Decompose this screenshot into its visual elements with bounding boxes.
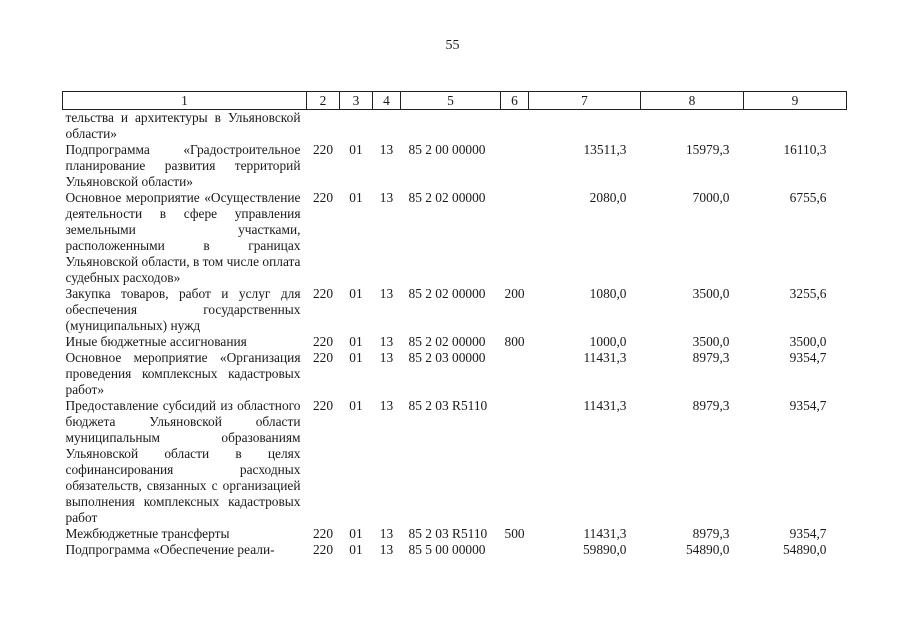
cell-code xyxy=(307,110,340,143)
cell-expense-type xyxy=(501,142,529,190)
cell-section: 01 xyxy=(349,190,363,205)
cell-code: 220 xyxy=(312,142,334,157)
cell-code: 220 xyxy=(312,190,334,205)
table-row xyxy=(63,190,847,286)
column-header: 8 xyxy=(641,92,744,110)
cell-amount-9: 3255,6 xyxy=(789,286,827,301)
cell-section: 01 xyxy=(349,526,363,541)
cell-amount-8: 3500,0 xyxy=(692,334,730,349)
row-name: Межбюджетные трансферты xyxy=(65,526,230,541)
cell-amount-7: 1080,0 xyxy=(589,286,627,301)
cell-expense-type xyxy=(501,350,529,398)
cell-expense-type xyxy=(501,110,529,143)
table-row xyxy=(63,334,847,350)
row-name: Предоставление субсидий из областного бюджета Ульяновской области муниципальным образованиям Ульяновской области в целях софинансирования расходных обязательств, связанных с организацией выполнения комплексных кадастровых работ xyxy=(65,398,301,525)
cell-subsection: 13 xyxy=(379,334,394,349)
column-header: 5 xyxy=(401,92,501,110)
cell-subsection: 13 xyxy=(379,542,394,557)
row-name: тельства и архитектуры в Ульяновской области» xyxy=(65,110,301,141)
cell-amount-7: 11431,3 xyxy=(583,350,627,365)
cell-subsection: 13 xyxy=(379,350,394,365)
cell-code: 220 xyxy=(312,334,334,349)
cell-target-article: 85 2 03 R5110 xyxy=(408,526,488,541)
cell-amount-8: 3500,0 xyxy=(692,286,730,301)
cell-section xyxy=(340,110,373,143)
column-header: 9 xyxy=(744,92,847,110)
table-row xyxy=(63,542,847,558)
column-header: 3 xyxy=(340,92,373,110)
cell-amount-9: 6755,6 xyxy=(789,190,827,205)
table-row xyxy=(63,110,847,143)
cell-amount-7 xyxy=(529,110,641,143)
cell-subsection: 13 xyxy=(379,398,394,413)
cell-section: 01 xyxy=(349,334,363,349)
cell-amount-8: 8979,3 xyxy=(692,398,730,413)
column-header: 2 xyxy=(307,92,340,110)
cell-target-article: 85 2 03 00000 xyxy=(408,350,486,365)
column-header: 7 xyxy=(529,92,641,110)
column-header: 4 xyxy=(373,92,401,110)
cell-target-article: 85 2 03 R5110 xyxy=(408,398,488,413)
cell-section: 01 xyxy=(349,350,363,365)
cell-amount-9: 54890,0 xyxy=(782,542,827,557)
row-name: Подпрограмма «Градостроительное планирование развития территорий Ульяновской области» xyxy=(65,142,301,189)
cell-section: 01 xyxy=(349,142,363,157)
cell-expense-type xyxy=(501,542,529,558)
cell-target-article: 85 5 00 00000 xyxy=(408,542,486,557)
column-header: 1 xyxy=(63,92,307,110)
table-row xyxy=(63,398,847,526)
cell-amount-8: 8979,3 xyxy=(692,350,730,365)
cell-amount-8: 8979,3 xyxy=(692,526,730,541)
table-row xyxy=(63,526,847,542)
cell-amount-7: 2080,0 xyxy=(589,190,627,205)
cell-subsection: 13 xyxy=(379,190,394,205)
cell-expense-type: 200 xyxy=(504,286,525,301)
cell-target-article: 85 2 02 00000 xyxy=(408,334,486,349)
cell-amount-8: 54890,0 xyxy=(685,542,730,557)
row-name: Подпрограмма «Обеспечение реали- xyxy=(65,542,275,557)
cell-amount-9: 9354,7 xyxy=(789,398,827,413)
cell-code: 220 xyxy=(312,350,334,365)
page-number: 55 xyxy=(445,38,460,53)
table-row xyxy=(63,286,847,334)
cell-expense-type xyxy=(501,398,529,526)
cell-amount-9: 9354,7 xyxy=(789,350,827,365)
cell-section: 01 xyxy=(349,286,363,301)
cell-code: 220 xyxy=(312,286,334,301)
cell-expense-type xyxy=(501,190,529,286)
cell-amount-7: 59890,0 xyxy=(582,542,627,557)
cell-section: 01 xyxy=(349,542,363,557)
cell-amount-7: 11431,3 xyxy=(583,398,627,413)
cell-subsection: 13 xyxy=(379,526,394,541)
cell-expense-type: 800 xyxy=(504,334,525,349)
cell-expense-type: 500 xyxy=(504,526,525,541)
table-header-row xyxy=(63,92,847,110)
cell-amount-7: 1000,0 xyxy=(589,334,627,349)
row-name: Закупка товаров, работ и услуг для обеспечения государственных (муниципальных) нужд xyxy=(65,286,301,333)
cell-amount-8: 7000,0 xyxy=(692,190,730,205)
cell-subsection: 13 xyxy=(379,286,394,301)
table-row xyxy=(63,350,847,398)
cell-amount-8 xyxy=(641,110,744,143)
cell-target-article: 85 2 00 00000 xyxy=(408,142,486,157)
row-name: Основное мероприятие «Организация проведения комплексных кадастровых работ» xyxy=(65,350,301,397)
cell-amount-8: 15979,3 xyxy=(685,142,730,157)
cell-code: 220 xyxy=(312,398,334,413)
cell-amount-9: 16110,3 xyxy=(783,142,827,157)
cell-target-article xyxy=(401,110,501,143)
cell-target-article: 85 2 02 00000 xyxy=(408,286,486,301)
cell-amount-7: 11431,3 xyxy=(583,526,627,541)
cell-subsection: 13 xyxy=(379,142,394,157)
cell-code: 220 xyxy=(312,526,334,541)
row-name: Иные бюджетные ассигнования xyxy=(65,334,247,349)
cell-code: 220 xyxy=(312,542,334,557)
cell-amount-7: 13511,3 xyxy=(583,142,627,157)
table-row xyxy=(63,142,847,190)
cell-target-article: 85 2 02 00000 xyxy=(408,190,486,205)
row-name: Основное мероприятие «Осуществление деятельности в сфере управления земельными участками, расположенными в границах Ульяновской области, в том числе оплата судебных расходов» xyxy=(65,190,301,285)
cell-amount-9: 9354,7 xyxy=(789,526,827,541)
budget-table xyxy=(62,91,847,558)
cell-amount-9 xyxy=(744,110,847,143)
cell-amount-9: 3500,0 xyxy=(789,334,827,349)
column-header: 6 xyxy=(501,92,529,110)
cell-section: 01 xyxy=(349,398,363,413)
cell-subsection xyxy=(373,110,401,143)
